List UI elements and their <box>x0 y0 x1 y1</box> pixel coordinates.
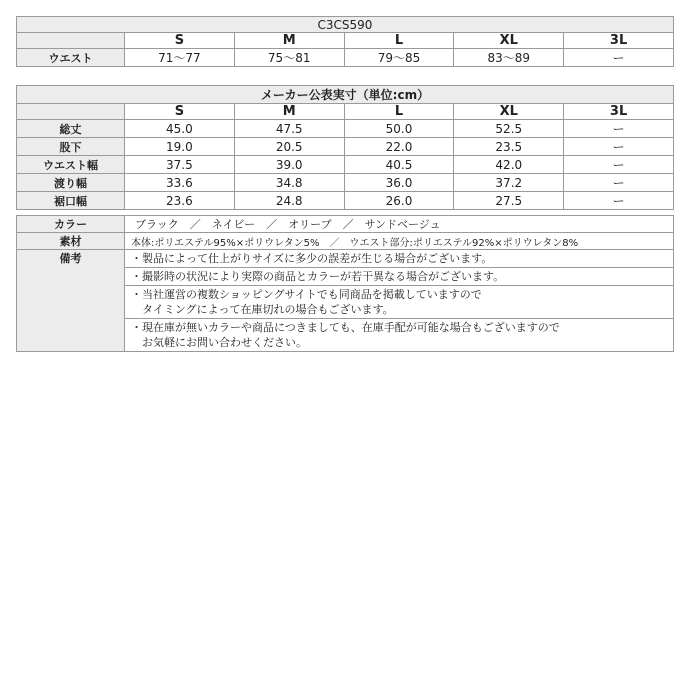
note-item: ・製品によって仕上がりサイズに多少の誤差が生じる場合がございます。 <box>125 250 673 268</box>
note-item: ・現在庫が無いカラーや商品につきましても、在庫手配が可能な場合もございますので お気軽にお問い合わせください。 <box>131 321 560 349</box>
size-m: M <box>234 33 344 49</box>
waist-s: 71〜77 <box>125 49 235 67</box>
notes-list <box>125 250 674 352</box>
row-label: 裾口幅 <box>17 192 125 210</box>
table-row <box>17 138 674 156</box>
table-row <box>17 192 674 210</box>
cell: 27.5 <box>454 192 564 210</box>
cell: 34.8 <box>234 174 344 192</box>
cell: ー <box>564 138 674 156</box>
size-m: M <box>234 104 344 120</box>
row-label: 股下 <box>17 138 125 156</box>
product-info-table <box>16 215 674 352</box>
color-label: カラー <box>17 216 125 233</box>
cell: 50.0 <box>344 120 454 138</box>
row-label: ウエスト幅 <box>17 156 125 174</box>
empty-corner <box>17 104 125 120</box>
cell: 20.5 <box>234 138 344 156</box>
table-row <box>17 156 674 174</box>
cell: 23.5 <box>454 138 564 156</box>
cell: 42.0 <box>454 156 564 174</box>
material-label: 素材 <box>17 233 125 250</box>
color-value: ブラック ／ ネイビー ／ オリーブ ／ サンドベージュ <box>125 216 674 233</box>
cell: 52.5 <box>454 120 564 138</box>
size-3l: 3L <box>564 33 674 49</box>
measurement-header: メーカー公表実寸（単位:cm） <box>17 86 674 104</box>
size-table-waist <box>16 16 674 67</box>
table-row <box>17 174 674 192</box>
cell: 33.6 <box>125 174 235 192</box>
size-s: S <box>125 104 235 120</box>
cell: ー <box>564 120 674 138</box>
row-label: 渡り幅 <box>17 174 125 192</box>
cell: 37.5 <box>125 156 235 174</box>
size-l: L <box>344 104 454 120</box>
notes-label: 備考 <box>17 250 125 352</box>
cell: 45.0 <box>125 120 235 138</box>
waist-l: 79〜85 <box>344 49 454 67</box>
row-label-waist: ウエスト <box>17 49 125 67</box>
cell: 23.6 <box>125 192 235 210</box>
size-l: L <box>344 33 454 49</box>
table-row <box>17 120 674 138</box>
waist-xl: 83〜89 <box>454 49 564 67</box>
material-value: 本体:ポリエステル95%×ポリウレタン5% ／ ウエスト部分:ポリエステル92%×ポリウレタン8% <box>125 233 674 250</box>
cell: 37.2 <box>454 174 564 192</box>
row-label: 総丈 <box>17 120 125 138</box>
cell: 47.5 <box>234 120 344 138</box>
note-item: ・撮影時の状況により実際の商品とカラーが若干異なる場合がございます。 <box>125 268 673 286</box>
measurement-table <box>16 85 674 210</box>
cell: 39.0 <box>234 156 344 174</box>
waist-3l: ー <box>564 49 674 67</box>
note-item: ・当社運営の複数ショッピングサイトでも同商品を掲載していますので タイミングによって在庫切れの場合もございます。 <box>125 286 673 319</box>
cell: 36.0 <box>344 174 454 192</box>
waist-m: 75〜81 <box>234 49 344 67</box>
size-xl: XL <box>454 33 564 49</box>
cell: ー <box>564 174 674 192</box>
size-xl: XL <box>454 104 564 120</box>
cell: 19.0 <box>125 138 235 156</box>
cell: ー <box>564 156 674 174</box>
cell: 22.0 <box>344 138 454 156</box>
size-s: S <box>125 33 235 49</box>
cell: ー <box>564 192 674 210</box>
cell: 24.8 <box>234 192 344 210</box>
product-code-header: C3CS590 <box>17 17 674 33</box>
empty-corner <box>17 33 125 49</box>
cell: 26.0 <box>344 192 454 210</box>
cell: 40.5 <box>344 156 454 174</box>
size-3l: 3L <box>564 104 674 120</box>
